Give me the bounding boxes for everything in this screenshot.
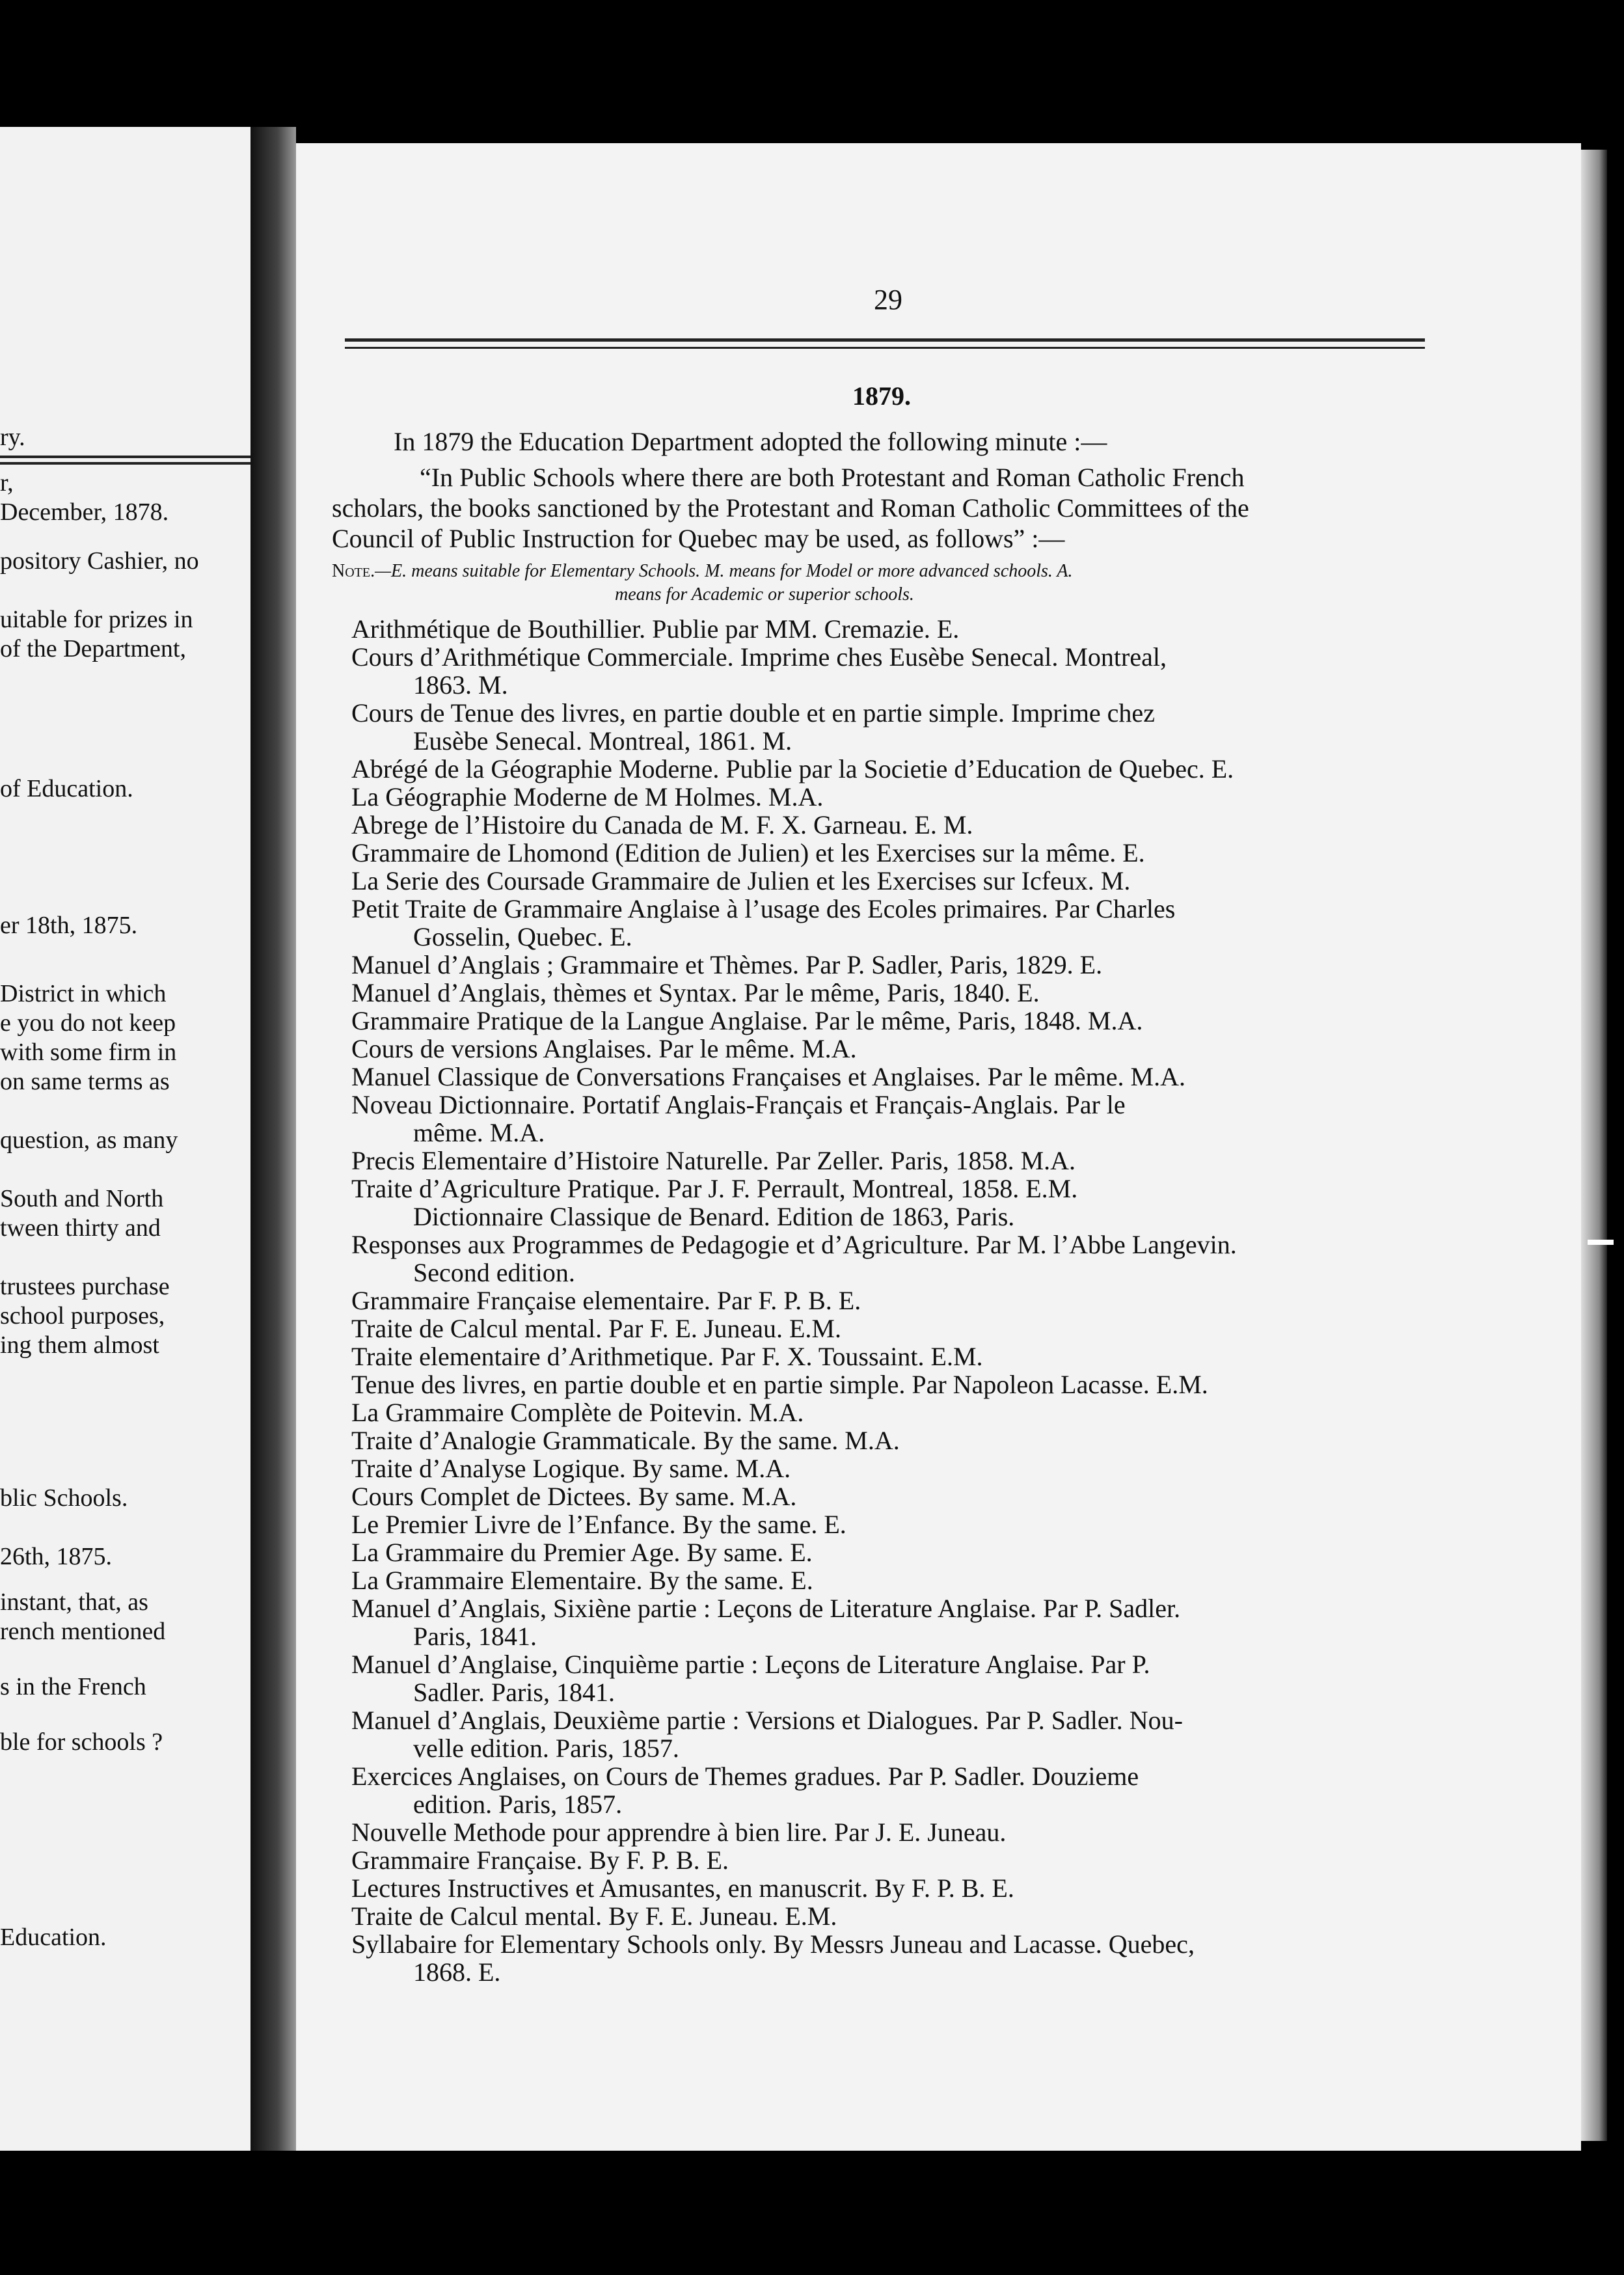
book-title: Cours Complet de Dictees. By same. M.A. xyxy=(351,1482,797,1511)
header-rule xyxy=(345,338,1425,349)
book-entry xyxy=(351,1874,1431,1902)
left-page-line: tween thirty and xyxy=(0,1214,161,1242)
left-page-line: trustees purchase xyxy=(0,1273,170,1300)
quote-line: “In Public Schools where there are both Protestant and Roman Catholic French xyxy=(420,463,1245,492)
book-title: Grammaire de Lhomond (Edition de Julien) et les Exercises sur la même. E. xyxy=(351,838,1145,867)
book-entry xyxy=(351,1594,1431,1650)
book-title: Le Premier Livre de l’Enfance. By the same. E. xyxy=(351,1510,846,1539)
book-continuation: Gosselin, Quebec. E. xyxy=(413,922,632,951)
left-page-line: South and North xyxy=(0,1185,164,1212)
book-title: Manuel d’Anglais ; Grammaire et Thèmes. Par P. Sadler, Paris, 1829. E. xyxy=(351,950,1103,979)
book-gutter xyxy=(250,127,296,2151)
note-line: means for Academic or superior schools. xyxy=(615,584,914,605)
book-entry xyxy=(351,1175,1431,1231)
book-entry xyxy=(351,1315,1431,1342)
left-page-line: on same terms as xyxy=(0,1068,170,1095)
book-title: Traite elementaire d’Arithmetique. Par F. X. Toussaint. E.M. xyxy=(351,1342,983,1371)
note-line xyxy=(332,561,1073,582)
left-page-line: school purposes, xyxy=(0,1302,165,1329)
book-title: Grammaire Française. By F. P. B. E. xyxy=(351,1846,729,1875)
book-title: Traite de Calcul mental. Par F. E. Juneau. E.M. xyxy=(351,1314,841,1343)
book-title: Traite de Calcul mental. By F. E. Juneau. E.M. xyxy=(351,1901,837,1931)
left-page-line: December, 1878. xyxy=(0,498,169,526)
book-title: Noveau Dictionnaire. Portatif Anglais-Français et Français-Anglais. Par le xyxy=(351,1090,1126,1119)
note-text: —E. means suitable for Elementary Schools. M. means for Model or more advanced schools. A. xyxy=(375,561,1073,581)
book-title: Arithmétique de Bouthillier. Publie par MM. Cremazie. E. xyxy=(351,614,960,644)
left-page-line: District in which xyxy=(0,980,167,1007)
left-page-line: Education. xyxy=(0,1924,107,1951)
book-title: Grammaire Pratique de la Langue Anglaise. Par le même, Paris, 1848. M.A. xyxy=(351,1006,1143,1035)
book-entry xyxy=(351,1566,1431,1594)
book-continuation: edition. Paris, 1857. xyxy=(413,1790,623,1819)
book-continuation: 1868. E. xyxy=(413,1957,501,1987)
left-page-line: ble for schools ? xyxy=(0,1728,163,1756)
book-entry xyxy=(351,811,1431,839)
left-page-line: of the Department, xyxy=(0,635,186,662)
book-entry xyxy=(351,1398,1431,1426)
book-title: La Grammaire Elementaire. By the same. E. xyxy=(351,1566,813,1595)
book-entry xyxy=(351,1147,1431,1175)
book-title: Precis Elementaire d’Histoire Naturelle. Par Zeller. Paris, 1858. M.A. xyxy=(351,1146,1076,1175)
left-page-line: ing them almost xyxy=(0,1331,159,1359)
book-entry xyxy=(351,1035,1431,1063)
left-page-line: 26th, 1875. xyxy=(0,1543,113,1570)
quote-line: Council of Public Instruction for Quebec may be used, as follows” :— xyxy=(332,524,1065,553)
book-continuation: Sadler. Paris, 1841. xyxy=(413,1678,615,1707)
book-title: La Géographie Moderne de M Holmes. M.A. xyxy=(351,782,824,811)
book-title: Tenue des livres, en partie double et en partie simple. Par Napoleon Lacasse. E.M. xyxy=(351,1370,1208,1399)
book-title: Cours de versions Anglaises. Par le même. M.A. xyxy=(351,1034,857,1063)
book-title: Manuel d’Anglaise, Cinquième partie : Leçons de Literature Anglaise. Par P. xyxy=(351,1650,1150,1679)
left-page-line: instant, that, as xyxy=(0,1588,148,1616)
book-entry xyxy=(351,783,1431,811)
left-page-line: s in the French xyxy=(0,1673,146,1700)
book-continuation: Paris, 1841. xyxy=(413,1622,537,1651)
book-entry xyxy=(351,615,1431,643)
book-title: Manuel Classique de Conversations Françaises et Anglaises. Par le même. M.A. xyxy=(351,1062,1185,1091)
left-page-line: ry. xyxy=(0,424,25,451)
book-entry xyxy=(351,895,1431,951)
left-page-line: question, as many xyxy=(0,1126,178,1154)
left-page-line: er 18th, 1875. xyxy=(0,912,138,939)
left-page-line: pository Cashier, no xyxy=(0,547,199,575)
book-continuation: Second edition. xyxy=(413,1258,575,1287)
book-entry xyxy=(351,1342,1431,1370)
book-entry xyxy=(351,1902,1431,1930)
book-title: Manuel d’Anglais, Deuxième partie : Versions et Dialogues. Par P. Sadler. Nou- xyxy=(351,1706,1183,1735)
book-title: La Serie des Coursade Grammaire de Julien et les Exercises sur Icfeux. M. xyxy=(351,866,1131,895)
book-continuation: Eusèbe Senecal. Montreal, 1861. M. xyxy=(413,726,792,756)
book-title: Cours de Tenue des livres, en partie double et en partie simple. Imprime chez xyxy=(351,698,1155,728)
book-entry xyxy=(351,1846,1431,1874)
book-entry xyxy=(351,1454,1431,1482)
book-entry xyxy=(351,1287,1431,1315)
book-title: Lectures Instructives et Amusantes, en manuscrit. By F. P. B. E. xyxy=(351,1873,1014,1903)
book-continuation: Dictionnaire Classique de Benard. Edition de 1863, Paris. xyxy=(413,1202,1015,1231)
book-entry xyxy=(351,1818,1431,1846)
book-title: Abrege de l’Histoire du Canada de M. F. X. Garneau. E. M. xyxy=(351,810,973,839)
book-entry xyxy=(351,1231,1431,1287)
scan-speck xyxy=(1588,1240,1614,1245)
book-title: Nouvelle Methode pour apprendre à bien lire. Par J. E. Juneau. xyxy=(351,1818,1007,1847)
left-page xyxy=(0,127,256,2151)
book-entry xyxy=(351,1007,1431,1035)
book-entry xyxy=(351,699,1431,755)
book-entry xyxy=(351,839,1431,867)
left-page-line: with some firm in xyxy=(0,1039,177,1066)
book-entry xyxy=(351,867,1431,895)
book-title: La Grammaire Complète de Poitevin. M.A. xyxy=(351,1398,804,1427)
book-entry xyxy=(351,1482,1431,1510)
left-page-line: e you do not keep xyxy=(0,1009,176,1037)
book-entry xyxy=(351,1762,1431,1818)
book-entry xyxy=(351,643,1431,699)
book-entry xyxy=(351,1370,1431,1398)
left-page-line: of Education. xyxy=(0,775,133,802)
book-title: La Grammaire du Premier Age. By same. E. xyxy=(351,1538,813,1567)
book-title: Responses aux Programmes de Pedagogie et d’Agriculture. Par M. l’Abbe Langevin. xyxy=(351,1230,1237,1259)
book-entry xyxy=(351,979,1431,1007)
book-entry xyxy=(351,1930,1431,1986)
intro-paragraph: In 1879 the Education Department adopted the following minute :— xyxy=(394,427,1107,456)
quote-line: scholars, the books sanctioned by the Protestant and Roman Catholic Committees of the xyxy=(332,493,1249,523)
left-page-line: uitable for prizes in xyxy=(0,606,193,633)
book-title: Manuel d’Anglais, Sixiène partie : Leçons de Literature Anglaise. Par P. Sadler. xyxy=(351,1594,1181,1623)
left-header-rule xyxy=(0,456,250,465)
left-page-line: rench mentioned xyxy=(0,1618,166,1645)
book-entry xyxy=(351,1510,1431,1538)
left-page-line: r, xyxy=(0,469,14,497)
book-entry xyxy=(351,755,1431,783)
book-continuation: velle edition. Paris, 1857. xyxy=(413,1734,679,1763)
book-title: Traite d’Analyse Logique. By same. M.A. xyxy=(351,1454,791,1483)
book-continuation: même. M.A. xyxy=(413,1118,545,1147)
book-entry xyxy=(351,951,1431,979)
book-title: Abrégé de la Géographie Moderne. Publie par la Societie d’Education de Quebec. E. xyxy=(351,754,1234,783)
book-title: Cours d’Arithmétique Commerciale. Imprime ches Eusèbe Senecal. Montreal, xyxy=(351,642,1167,672)
book-title: Exercices Anglaises, on Cours de Themes gradues. Par P. Sadler. Douzieme xyxy=(351,1762,1139,1791)
left-page-line: blic Schools. xyxy=(0,1484,128,1512)
book-title: Manuel d’Anglais, thèmes et Syntax. Par le même, Paris, 1840. E. xyxy=(351,978,1040,1007)
book-title: Traite d’Analogie Grammaticale. By the same. M.A. xyxy=(351,1426,900,1455)
book-entry xyxy=(351,1706,1431,1762)
book-entry xyxy=(351,1091,1431,1147)
page-number: 29 xyxy=(874,284,902,316)
year-heading: 1879. xyxy=(852,381,911,411)
book-title: Traite d’Agriculture Pratique. Par J. F. Perrault, Montreal, 1858. E.M. xyxy=(351,1174,1078,1203)
book-entry xyxy=(351,1650,1431,1706)
note-label: Note. xyxy=(332,561,375,581)
book-title: Petit Traite de Grammaire Anglaise à l’usage des Ecoles primaires. Par Charles xyxy=(351,894,1176,923)
book-entry xyxy=(351,1538,1431,1566)
book-entry xyxy=(351,1063,1431,1091)
book-title: Syllabaire for Elementary Schools only. By Messrs Juneau and Lacasse. Quebec, xyxy=(351,1929,1195,1959)
book-entry xyxy=(351,1426,1431,1454)
book-continuation: 1863. M. xyxy=(413,670,508,700)
book-title: Grammaire Française elementaire. Par F. P. B. E. xyxy=(351,1286,861,1315)
book-list xyxy=(351,615,1431,1986)
page-edge xyxy=(1581,150,1607,2141)
